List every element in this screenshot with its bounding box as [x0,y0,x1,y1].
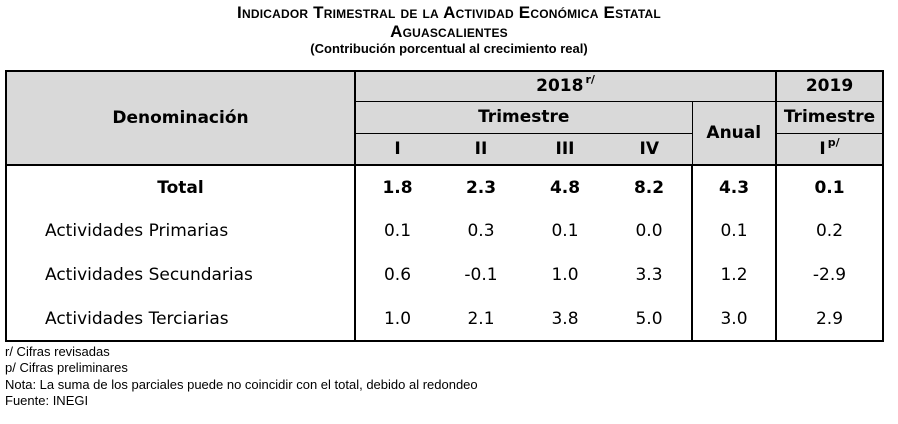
table-row [6,165,883,209]
footnote-nota: Nota: La suma de los parciales puede no coincidir con el total, debido al redondeo [5,376,478,392]
cell-value: 0.1 [551,221,579,241]
header-trimestre-2018 [355,101,692,133]
year-2019-text: 2019 [805,76,854,97]
cell-value: 0.3 [467,221,495,241]
cell-value: 3.8 [523,297,607,341]
cell-value: 0.6 [383,265,412,285]
header-quarter-4 [607,133,692,165]
quarter-2019-text: I [819,138,826,159]
title-line-2: Aguascalientes [390,22,508,41]
title-subtitle: (Contribución porcentual al crecimiento real) [310,41,588,56]
cell-value: 0.1 [383,221,412,241]
cell-value: 1.0 [355,297,439,341]
quarter-2-text: II [474,138,488,159]
cell-value: 3.3 [635,265,663,285]
cell-value: 2.1 [439,297,523,341]
quarter-3-text: III [555,138,575,159]
cell-value: -2.9 [776,253,883,297]
cell-value: 2.3 [465,177,497,198]
table-row [6,253,883,297]
trimestre-2018-text: Trimestre [478,107,570,127]
table-row [6,297,883,341]
quarter-2019-mark: p/ [827,135,840,149]
contribution-table [5,70,884,342]
header-anual [692,101,776,165]
row-label: Actividades Terciarias [6,297,355,341]
footnotes [5,344,478,409]
header-year-2019 [776,71,883,101]
cell-value: -0.1 [464,265,498,285]
title-line-1: Indicador Trimestral de la Actividad Económica Estatal [237,3,661,22]
header-denominacion-text: Denominación [112,108,249,128]
quarter-4-text: IV [639,138,659,159]
header-denominacion [6,71,355,165]
cell-value: 1.2 [692,253,776,297]
footnote-revisadas: r/ Cifras revisadas [5,344,110,359]
cell-value: 0.1 [776,165,883,209]
header-trimestre-2019 [776,101,883,133]
header-quarter-1 [355,133,439,165]
year-2018-mark: r/ [585,73,595,87]
cell-value: 4.3 [692,165,776,209]
quarter-1-text: I [394,138,401,159]
trimestre-2019-text: Trimestre [783,107,876,127]
anual-text: Anual [706,122,762,143]
table-row [6,209,883,253]
row-label: Total [6,165,355,209]
report-title [0,3,898,56]
cell-value: 0.0 [635,221,663,241]
cell-value: 0.1 [692,209,776,253]
header-quarter-2 [439,133,523,165]
footnote-fuente: Fuente: INEGI [5,392,89,408]
cell-value: 2.9 [776,297,883,341]
cell-value: 1.8 [382,177,413,198]
cell-value: 3.0 [692,297,776,341]
row-label: Actividades Primarias [6,209,355,253]
year-2018-text: 2018 [536,76,584,97]
cell-value: 4.8 [549,177,581,198]
cell-value: 1.0 [551,265,579,285]
row-label: Actividades Secundarias [6,253,355,297]
header-quarter-3 [523,133,607,165]
header-quarter-2019 [776,133,883,165]
cell-value: 0.2 [776,209,883,253]
footnote-preliminares: p/ Cifras preliminares [5,360,128,376]
cell-value: 8.2 [633,177,665,198]
cell-value: 5.0 [607,297,692,341]
header-year-2018 [355,71,776,101]
